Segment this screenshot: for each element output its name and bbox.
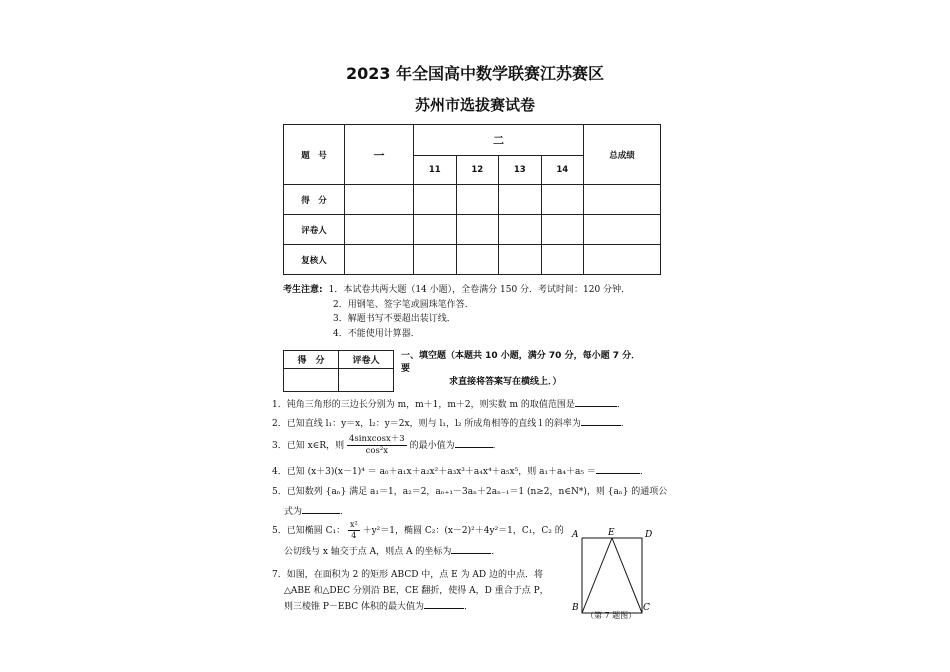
answer-blank[interactable] — [575, 397, 617, 407]
question-4 — [272, 464, 649, 479]
score-cell — [414, 215, 457, 245]
score-cell — [584, 215, 661, 245]
score-cell — [339, 369, 394, 392]
score-cell — [456, 245, 499, 275]
score-cell — [584, 245, 661, 275]
score-cell — [284, 369, 339, 392]
label-c: C — [643, 603, 650, 613]
question-2 — [272, 416, 630, 431]
fraction-denominator: cos²x — [365, 446, 389, 456]
score-cell — [345, 215, 414, 245]
question-text: △ABE 和△DEC 分别沿 BE，CE 翻折，使得 A，D 重合于点 P， — [284, 586, 549, 596]
note-item: 1．本试卷共两大题（14 小题），全卷满分 150 分．考试时间：120 分钟． — [328, 285, 631, 295]
fraction — [347, 434, 407, 457]
question-text: 的最小值为 — [409, 441, 455, 451]
question-text: 2．已知直线 l₁：y＝x，l₂：y＝2x，则与 l₁，l₂ 所成角相等的直线 l 的斜率为 — [272, 419, 581, 429]
reviewer-row-label: 复核人 — [284, 245, 345, 275]
score-cell — [456, 215, 499, 245]
rectangle-abcd — [582, 538, 642, 613]
score-cell — [345, 245, 414, 275]
segment-be — [582, 538, 612, 613]
section-heading-line1: 一、填空题（本题共 10 小题，满分 70 分，每小题 7 分．要 — [401, 351, 641, 374]
question-text: ＋y²＝1，椭圆 C₂：(x－2)²＋4y²＝1，C₁，C₂ 的 — [362, 526, 564, 536]
figure-caption: （第 7 题图） — [586, 611, 637, 620]
label-d: D — [645, 530, 653, 540]
label-b: B — [572, 603, 579, 613]
question-3 — [272, 434, 502, 457]
question-text: 公切线与 x 轴交于点 A，则点 A 的坐标为 — [284, 547, 452, 557]
question-5 — [272, 485, 667, 519]
question-text: 5．已知椭圆 C₁： — [272, 526, 346, 536]
section-heading-line2: 求直接将答案写在横线上．） — [449, 377, 562, 387]
answer-blank[interactable] — [302, 504, 340, 514]
score-cell — [541, 215, 584, 245]
exam-title: 2023 年全国高中数学联赛江苏赛区 — [345, 64, 605, 83]
question-end: ． — [491, 547, 501, 557]
fraction-numerator: x² — [349, 520, 358, 529]
question-text: 则三棱锥 P－EBC 体积的最大值为 — [284, 602, 425, 612]
question-1 — [272, 397, 626, 412]
exam-notes — [283, 283, 630, 341]
question-end: ． — [340, 507, 350, 517]
segment-ce — [612, 538, 642, 613]
score-table — [283, 124, 661, 275]
note-item: 3．解题书写不要超出装订线． — [333, 314, 456, 325]
score-cell — [584, 185, 661, 215]
score-table-q11: 11 — [414, 156, 457, 185]
grader-row-label: 评卷人 — [284, 215, 345, 245]
question-end: ． — [492, 441, 502, 451]
score-table-header-label: 题 号 — [284, 125, 345, 185]
question-end: ． — [620, 419, 630, 429]
score-cell — [541, 185, 584, 215]
answer-blank[interactable] — [424, 599, 464, 609]
score-table-part-two: 二 — [414, 125, 584, 156]
score-cell — [414, 245, 457, 275]
section-heading — [401, 350, 641, 389]
score-cell — [456, 185, 499, 215]
question-text: 7．如图，在面积为 2 的矩形 ABCD 中，点 E 为 AD 边的中点．将 — [272, 570, 544, 580]
fraction-denominator: 4 — [351, 531, 357, 540]
note-item: 2．用钢笔、签字笔或圆珠笔作答． — [333, 299, 474, 310]
score-table-part-one: 一 — [345, 125, 414, 185]
question-end: ． — [639, 467, 649, 477]
section-score-table — [283, 350, 394, 392]
section-score-label: 得 分 — [284, 351, 339, 369]
question-end: ． — [464, 602, 474, 612]
question-text: 4．已知 (x＋3)(x－1)⁴ ＝ a₀＋a₁x＋a₂x²＋a₃x³＋a₄x⁴＋a₅x⁵，则 a₁＋a₄＋a₅ ＝ — [272, 467, 596, 477]
score-table-q14: 14 — [541, 156, 584, 185]
question-end: ． — [616, 400, 626, 410]
question-text: 5．已知数列 {aₙ} 满足 a₁＝1，a₂＝2，aₙ₊₁－3aₙ＋2aₙ₋₁＝1 (n≥2，n∈N*)，则 {aₙ} 的通项公 — [272, 487, 668, 497]
answer-blank[interactable] — [455, 438, 493, 448]
question-text: 3．已知 x∈R，则 — [272, 441, 345, 451]
section-grader-label: 评卷人 — [339, 351, 394, 369]
fraction — [348, 520, 360, 541]
notes-heading: 考生注意: — [283, 285, 323, 295]
score-cell — [345, 185, 414, 215]
fraction-numerator: 4sinxcosx＋3 — [348, 434, 405, 444]
answer-blank[interactable] — [596, 464, 640, 474]
question-text: 1．钝角三角形的三边长分别为 m，m＋1，m＋2，则实数 m 的取值范围是 — [272, 400, 575, 410]
note-item: 4．不能使用计算器． — [333, 328, 420, 339]
answer-blank[interactable] — [451, 544, 491, 554]
score-table-total: 总成绩 — [584, 125, 661, 185]
score-cell — [414, 185, 457, 215]
score-cell — [499, 245, 542, 275]
score-cell — [499, 185, 542, 215]
score-cell — [541, 245, 584, 275]
question-6 — [272, 520, 564, 559]
question-text: 式为 — [284, 507, 303, 517]
score-cell — [499, 215, 542, 245]
question-7 — [272, 567, 549, 615]
label-e: E — [608, 528, 615, 538]
label-a: A — [572, 530, 579, 540]
score-table-q12: 12 — [456, 156, 499, 185]
answer-blank[interactable] — [581, 416, 621, 426]
score-table-q13: 13 — [499, 156, 542, 185]
exam-subtitle: 苏州市选拔赛试卷 — [414, 96, 535, 114]
score-row-label: 得 分 — [284, 185, 345, 215]
